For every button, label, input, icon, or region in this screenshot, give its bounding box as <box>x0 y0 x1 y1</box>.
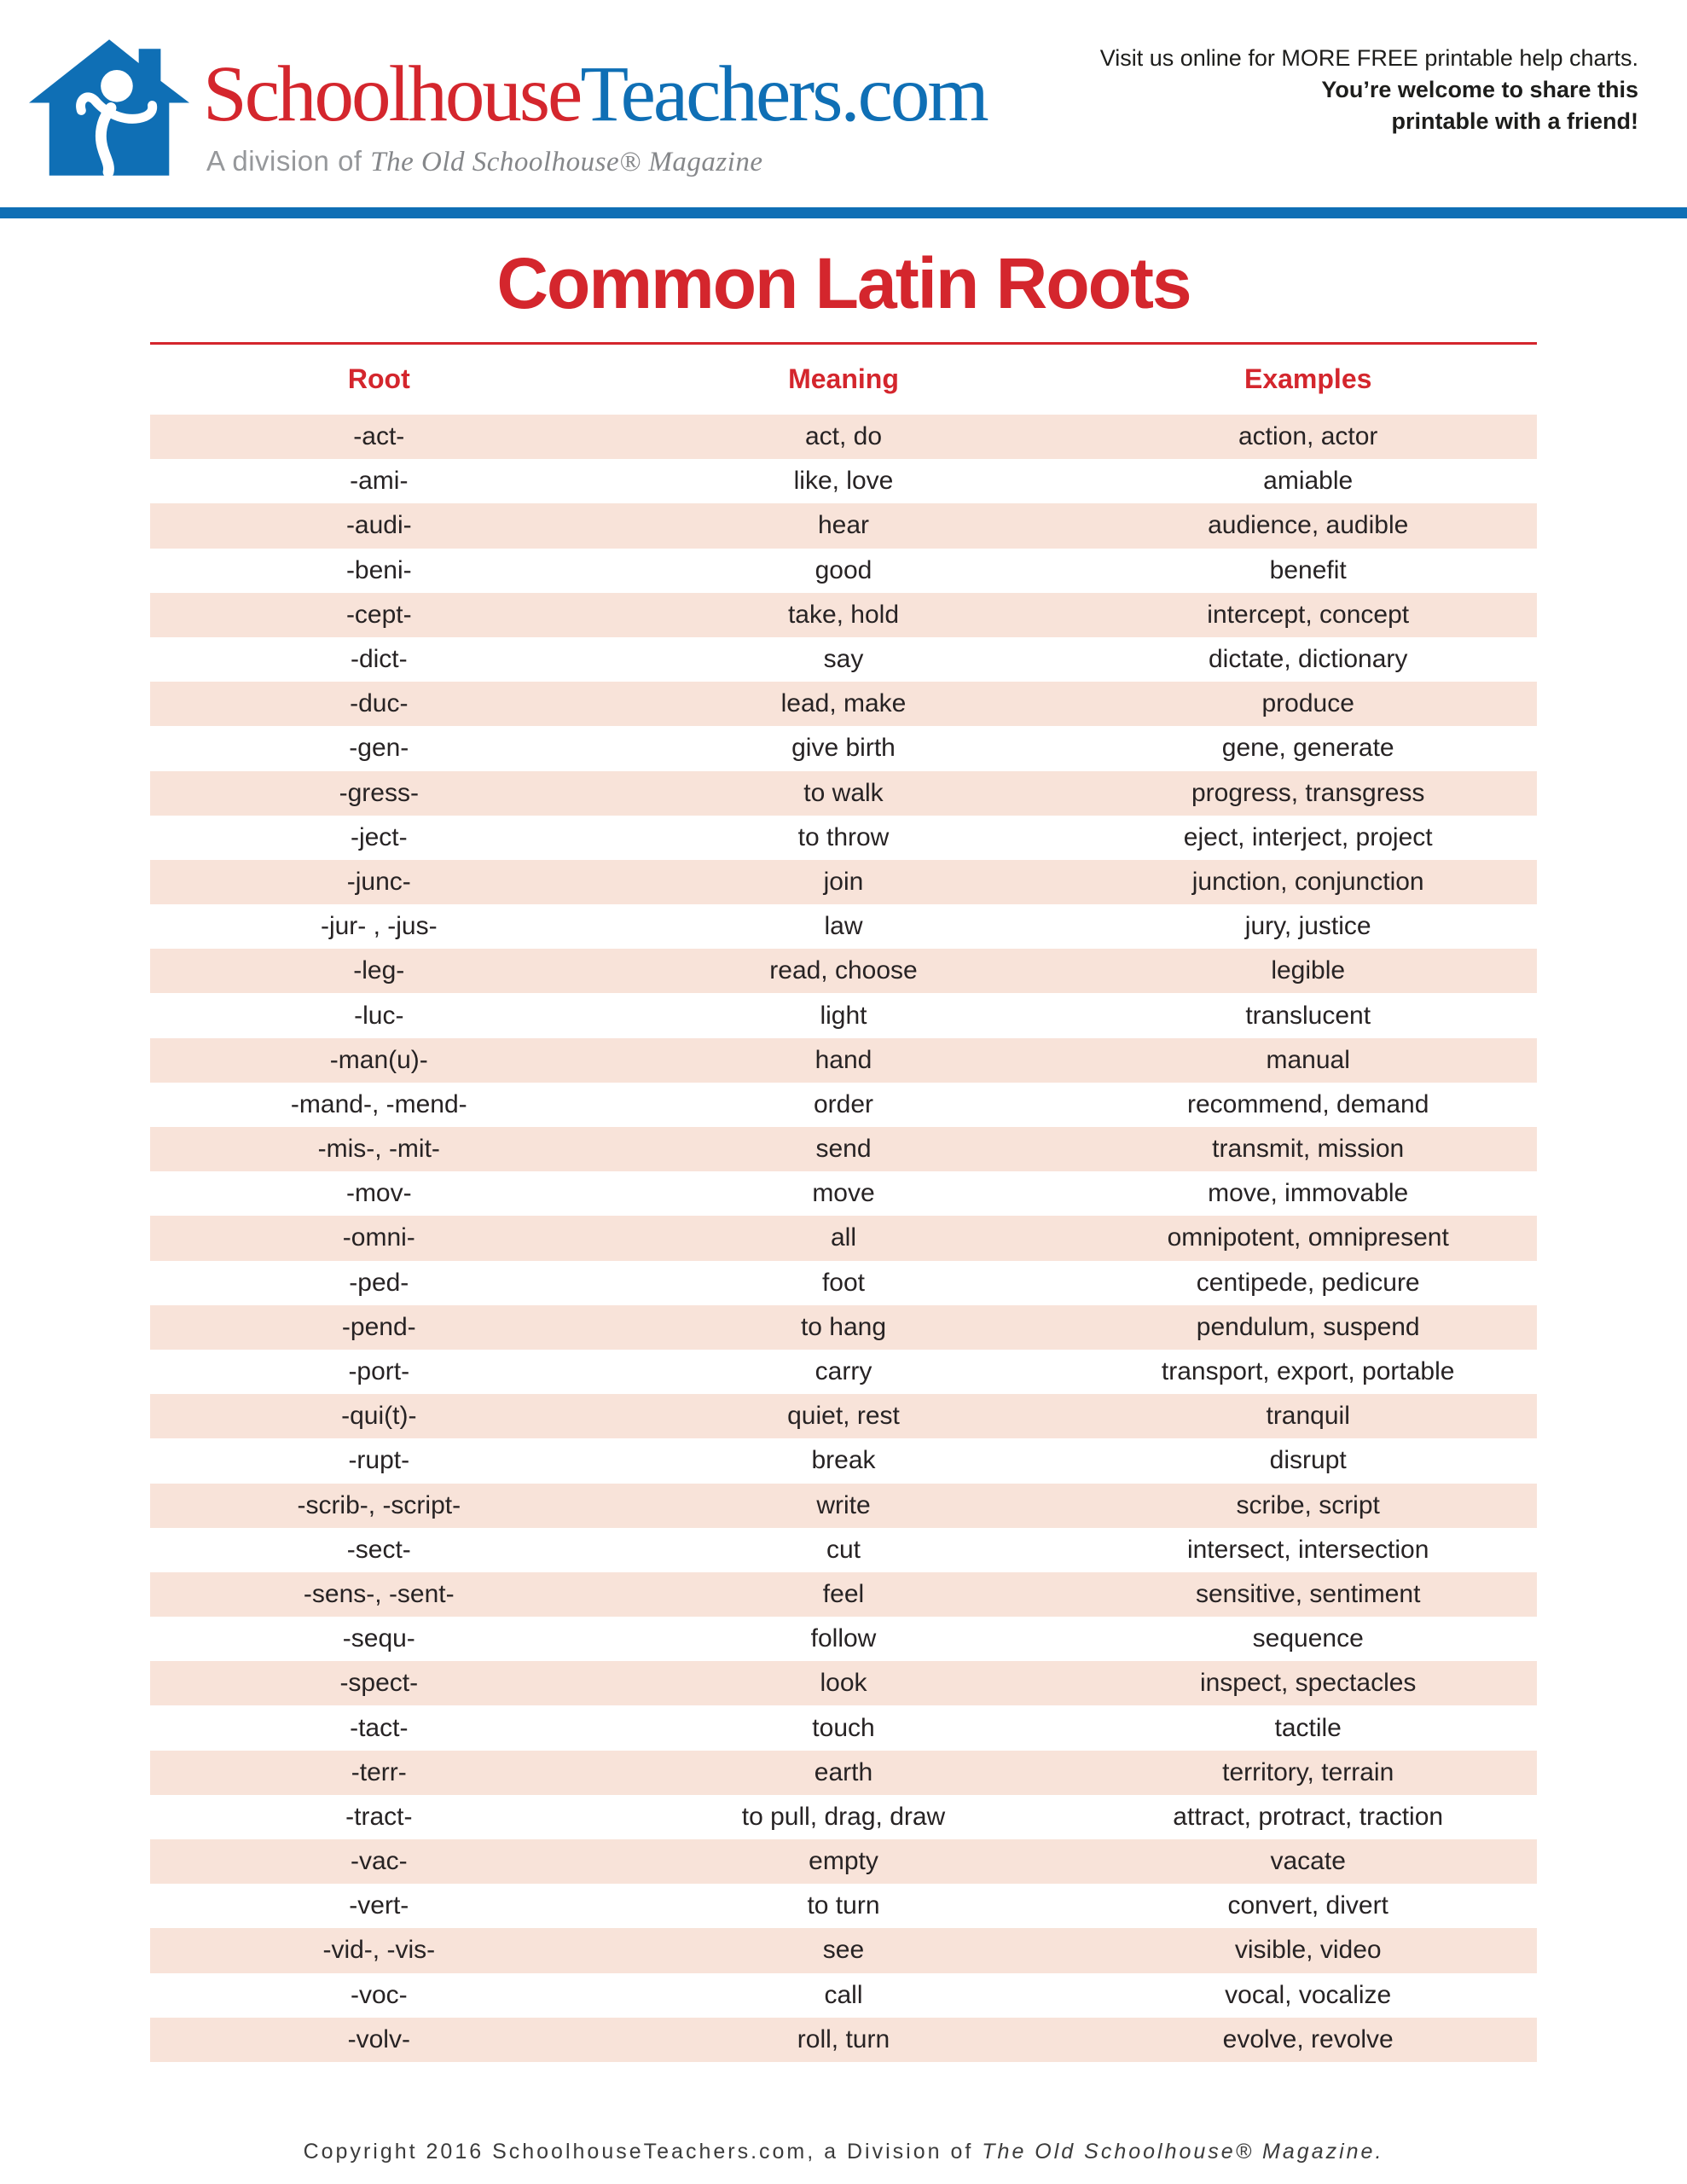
promo-text <box>1100 43 1638 137</box>
table-cell: -ami- <box>350 467 409 496</box>
table-cell: like, love <box>793 467 894 496</box>
table-row <box>150 904 1537 949</box>
table-cell: -vid-, -vis- <box>322 1936 436 1965</box>
table-cell: -tract- <box>345 1802 413 1831</box>
title-rule <box>150 342 1537 345</box>
brand-tagline <box>206 145 763 178</box>
table-cell: transmit, mission <box>1212 1135 1405 1164</box>
table-row <box>150 682 1537 726</box>
brand-wordmark-teachers: Teachers.com <box>580 50 987 138</box>
table-cell: translucent <box>1245 1001 1371 1030</box>
table-cell: to walk <box>803 778 884 807</box>
table-row <box>150 549 1537 593</box>
table-row <box>150 1216 1537 1260</box>
table-cell: disrupt <box>1269 1446 1347 1475</box>
table-cell: transport, export, portable <box>1161 1357 1455 1386</box>
copyright-text: Copyright 2016 SchoolhouseTeachers.com, a Division of <box>303 2140 983 2164</box>
table-cell: -dict- <box>350 645 408 674</box>
table-row <box>150 1083 1537 1127</box>
table-cell: cut <box>826 1535 861 1564</box>
table-cell: to hang <box>800 1312 887 1341</box>
table-row <box>150 993 1537 1037</box>
table-row <box>150 860 1537 904</box>
table-cell: carry <box>815 1357 872 1386</box>
table-cell: look <box>820 1669 867 1698</box>
table-cell: progress, transgress <box>1191 778 1425 807</box>
table-cell: good <box>815 555 872 584</box>
table-cell: move, immovable <box>1208 1179 1409 1208</box>
table-row <box>150 1795 1537 1839</box>
table-cell: say <box>823 645 864 674</box>
table-cell: visible, video <box>1234 1936 1382 1965</box>
table-cell: -vac- <box>350 1847 408 1876</box>
table-cell: produce <box>1261 689 1354 718</box>
table-cell: -ject- <box>350 822 408 851</box>
table-row <box>150 1617 1537 1661</box>
copyright-footer <box>0 2140 1687 2164</box>
table-cell: -cept- <box>345 600 412 629</box>
table-row <box>150 816 1537 860</box>
table-cell: -sequ- <box>342 1624 415 1653</box>
table-row <box>150 503 1537 548</box>
table-row <box>150 1438 1537 1483</box>
table-cell: follow <box>810 1624 877 1653</box>
table-cell: dictate, dictionary <box>1208 645 1408 674</box>
table-cell: -port- <box>348 1357 410 1386</box>
table-cell: roll, turn <box>797 2024 890 2053</box>
latin-roots-table <box>150 415 1537 2062</box>
table-cell: -sens-, -sent- <box>303 1579 455 1608</box>
table-cell: to pull, drag, draw <box>741 1802 946 1831</box>
table-cell: -man(u)- <box>329 1045 428 1074</box>
brand-wordmark-schoolhouse: Schoolhouse <box>203 50 581 138</box>
table-cell: send <box>815 1135 872 1164</box>
table-cell: -qui(t)- <box>341 1402 417 1431</box>
table-cell: -luc- <box>354 1001 404 1030</box>
table-cell: break <box>811 1446 876 1475</box>
table-cell: to turn <box>807 1891 880 1920</box>
logo-person-head <box>101 70 133 102</box>
brand-wordmark <box>203 50 987 138</box>
table-row <box>150 771 1537 816</box>
table-row <box>150 1661 1537 1705</box>
table-row <box>150 1261 1537 1305</box>
table-row <box>150 459 1537 503</box>
table-row <box>150 1305 1537 1350</box>
table-cell: -leg- <box>353 956 405 985</box>
table-cell: scribe, script <box>1236 1490 1380 1519</box>
table-cell: call <box>824 1980 863 2009</box>
table-cell: -rupt- <box>348 1446 410 1475</box>
table-cell: -mov- <box>345 1179 412 1208</box>
table-row <box>150 637 1537 682</box>
table-cell: -mand-, -mend- <box>290 1089 467 1118</box>
table-cell: foot <box>821 1268 866 1297</box>
table-cell: evolve, revolve <box>1222 2024 1394 2053</box>
table-cell: tactile <box>1274 1713 1342 1742</box>
column-header-root: Root <box>347 363 410 394</box>
page-title: Common Latin Roots <box>496 243 1191 323</box>
schoolhouse-logo-icon <box>27 38 196 177</box>
table-cell: light <box>820 1001 867 1030</box>
promo-line-2: You’re welcome to share this <box>1321 77 1638 102</box>
tagline-prefix: A division of <box>206 145 371 177</box>
table-cell: -ped- <box>349 1268 409 1297</box>
table-cell: write <box>816 1490 871 1519</box>
table-cell: -jur- , -jus- <box>320 912 438 941</box>
column-header-examples: Examples <box>1244 363 1372 394</box>
table-cell: -gen- <box>349 734 409 763</box>
table-row <box>150 1127 1537 1171</box>
table-cell: junction, conjunction <box>1191 867 1424 896</box>
table-cell: read, choose <box>769 956 918 985</box>
table-cell: law <box>824 912 863 941</box>
table-row <box>150 1884 1537 1928</box>
table-cell: touch <box>812 1713 875 1742</box>
table-cell: feel <box>822 1579 865 1608</box>
table-cell: -voc- <box>350 1980 408 2009</box>
table-row <box>150 1394 1537 1438</box>
table-cell: benefit <box>1269 555 1347 584</box>
table-row <box>150 1038 1537 1083</box>
tagline-magazine: The Old Schoolhouse® Magazine <box>370 147 763 177</box>
table-row <box>150 1171 1537 1216</box>
table-cell: take, hold <box>787 600 900 629</box>
table-cell: hear <box>817 511 870 540</box>
table-cell: -gress- <box>339 778 419 807</box>
table-cell: omnipotent, omnipresent <box>1167 1223 1449 1252</box>
table-cell: -audi- <box>345 511 412 540</box>
promo-line-1: Visit us online for MORE FREE printable help charts. <box>1099 45 1638 71</box>
table-cell: intercept, concept <box>1207 600 1410 629</box>
table-cell: tranquil <box>1266 1402 1350 1431</box>
column-header-meaning: Meaning <box>788 363 899 394</box>
table-cell: -mis-, -mit- <box>317 1135 440 1164</box>
table-cell: -sect- <box>346 1535 411 1564</box>
table-cell: -scrib-, -script- <box>297 1490 461 1519</box>
table-cell: act, do <box>804 422 883 451</box>
table-cell: amiable <box>1263 467 1354 496</box>
table-row <box>150 593 1537 637</box>
table-cell: -volv- <box>347 2024 410 2053</box>
table-cell: quiet, rest <box>787 1402 900 1431</box>
table-cell: -pend- <box>341 1312 416 1341</box>
table-cell: -vert- <box>349 1891 409 1920</box>
table-cell: jury, justice <box>1244 912 1371 941</box>
table-cell: gene, generate <box>1221 734 1394 763</box>
table-row <box>150 1350 1537 1394</box>
table-row <box>150 1572 1537 1617</box>
table-cell: sensitive, sentiment <box>1195 1579 1421 1608</box>
table-cell: -terr- <box>351 1757 407 1786</box>
table-cell: legible <box>1271 956 1346 985</box>
header-divider-bar <box>0 207 1687 218</box>
table-cell: -spect- <box>339 1669 419 1698</box>
table-row <box>150 1839 1537 1884</box>
table-cell: all <box>830 1223 856 1252</box>
table-cell: order <box>813 1089 874 1118</box>
table-cell: intersect, intersection <box>1186 1535 1429 1564</box>
table-cell: join <box>823 867 864 896</box>
table-cell: attract, protract, traction <box>1173 1802 1444 1831</box>
table-cell: action, actor <box>1238 422 1378 451</box>
table-cell: recommend, demand <box>1186 1089 1429 1118</box>
table-cell: see <box>822 1936 865 1965</box>
table-cell: earth <box>814 1757 873 1786</box>
copyright-magazine: The Old Schoolhouse® Magazine. <box>982 2140 1384 2164</box>
table-cell: hand <box>815 1045 872 1074</box>
table-cell: sequence <box>1252 1624 1364 1653</box>
table-row <box>150 726 1537 770</box>
table-cell: pendulum, suspend <box>1196 1312 1420 1341</box>
table-cell: territory, terrain <box>1222 1757 1394 1786</box>
table-cell: vocal, vocalize <box>1225 1980 1392 2009</box>
table-cell: -duc- <box>350 689 409 718</box>
table-cell: to throw <box>797 822 890 851</box>
table-cell: move <box>812 1179 875 1208</box>
table-cell: -act- <box>353 422 405 451</box>
table-cell: manual <box>1266 1045 1350 1074</box>
table-row <box>150 415 1537 459</box>
table-cell: -tact- <box>350 1713 409 1742</box>
table-cell: -beni- <box>345 555 412 584</box>
table-cell: convert, divert <box>1227 1891 1388 1920</box>
table-cell: lead, make <box>780 689 907 718</box>
table-row <box>150 949 1537 993</box>
table-cell: -junc- <box>346 867 411 896</box>
table-cell: give birth <box>791 734 896 763</box>
table-row <box>150 1973 1537 2018</box>
table-cell: centipede, pedicure <box>1196 1268 1420 1297</box>
table-cell: inspect, spectacles <box>1199 1669 1417 1698</box>
table-row <box>150 1751 1537 1795</box>
promo-line-3: printable with a friend! <box>1391 108 1638 134</box>
table-row <box>150 1484 1537 1528</box>
table-row <box>150 2018 1537 2062</box>
table-cell: empty <box>809 1847 878 1876</box>
table-row <box>150 1928 1537 1972</box>
table-row <box>150 1528 1537 1572</box>
table-row <box>150 1705 1537 1750</box>
table-cell: -omni- <box>342 1223 415 1252</box>
table-cell: audience, audible <box>1208 511 1409 540</box>
table-cell: eject, interject, project <box>1183 822 1433 851</box>
table-cell: vacate <box>1270 1847 1346 1876</box>
table-header <box>150 363 1537 395</box>
